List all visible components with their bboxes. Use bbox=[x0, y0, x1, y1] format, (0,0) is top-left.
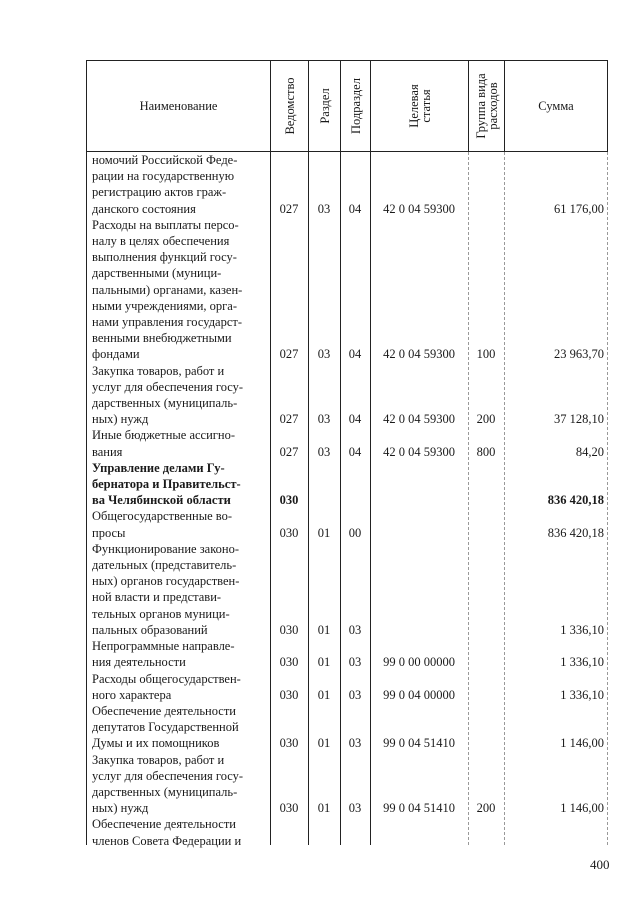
row-name-line: Закупка товаров, работ и bbox=[92, 363, 225, 378]
summa-cell: 23 963,70 bbox=[554, 347, 604, 362]
podrazdel-cell: 03 bbox=[348, 687, 362, 702]
rule-name bbox=[270, 152, 271, 845]
podrazdel-cell: 04 bbox=[348, 201, 362, 216]
row-name-line: рации на государственную bbox=[92, 169, 235, 184]
razdel-cell: 03 bbox=[317, 444, 331, 459]
razdel-cell: 01 bbox=[317, 525, 331, 540]
header-podrazdel: Подраздел bbox=[341, 61, 371, 151]
podrazdel-cell: 03 bbox=[348, 736, 362, 751]
table-header bbox=[86, 60, 608, 152]
row-name bbox=[86, 460, 270, 509]
row-name-line: венными внебюджетными bbox=[92, 331, 232, 346]
row-name-line: услуг для обеспечения госу- bbox=[92, 768, 244, 783]
table-row bbox=[86, 752, 608, 817]
row-name-line: дарственными (муници- bbox=[92, 266, 222, 281]
row-name-line: дательных (представитель- bbox=[92, 558, 237, 573]
vedomstvo-cell: 030 bbox=[279, 687, 299, 702]
vedomstvo-cell: 027 bbox=[279, 444, 299, 459]
summa-cell: 1 336,10 bbox=[560, 655, 604, 670]
row-name-line: Обеспечение деятельности bbox=[92, 817, 237, 832]
table-body bbox=[86, 152, 608, 849]
row-name bbox=[86, 816, 270, 848]
gruppa-cell: 100 bbox=[476, 347, 496, 362]
row-name bbox=[86, 363, 270, 428]
row-name-line: Закупка товаров, работ и bbox=[92, 752, 225, 767]
row-name-line: ния деятельности bbox=[92, 655, 186, 670]
table-row bbox=[86, 152, 608, 217]
row-name-line: ного характера bbox=[92, 687, 172, 702]
header-name: Наименование bbox=[87, 61, 271, 151]
summa-cell: 1 146,00 bbox=[560, 801, 604, 816]
table-row bbox=[86, 508, 608, 540]
razdel-cell: 01 bbox=[317, 622, 331, 637]
row-name-line: налу в целях обеспечения bbox=[92, 234, 230, 249]
header-vedomstvo: Ведомство bbox=[271, 61, 309, 151]
row-name-line: тельных органов муници- bbox=[92, 606, 230, 621]
row-name-line: ных) нужд bbox=[92, 801, 149, 816]
table-row bbox=[86, 427, 608, 459]
row-name-line: Функционирование законо- bbox=[92, 541, 240, 556]
razdel-cell: 03 bbox=[317, 412, 331, 427]
celevaya-cell: 42 0 04 59300 bbox=[383, 201, 455, 216]
row-name-line: ной власти и представи- bbox=[92, 590, 222, 605]
table-row bbox=[86, 541, 608, 638]
rule-grp bbox=[504, 152, 505, 845]
row-name bbox=[86, 638, 270, 670]
row-name-line: ва Челябинской области bbox=[92, 493, 231, 508]
celevaya-cell: 99 0 04 51410 bbox=[383, 736, 455, 751]
header-gruppa: Группа вида расходов bbox=[469, 61, 505, 151]
summa-cell: 836 420,18 bbox=[547, 493, 604, 508]
row-name-line: регистрацию актов граж- bbox=[92, 185, 227, 200]
vedomstvo-cell: 027 bbox=[279, 412, 299, 427]
row-name-line: пальными) органами, казен- bbox=[92, 282, 243, 297]
row-name bbox=[86, 671, 270, 703]
vedomstvo-cell: 030 bbox=[279, 525, 299, 540]
row-name bbox=[86, 541, 270, 638]
celevaya-cell: 42 0 04 59300 bbox=[383, 444, 455, 459]
row-name-line: данского состояния bbox=[92, 201, 196, 216]
vedomstvo-cell: 030 bbox=[279, 493, 299, 508]
razdel-cell: 03 bbox=[317, 347, 331, 362]
podrazdel-cell: 00 bbox=[348, 525, 362, 540]
table-row bbox=[86, 217, 608, 363]
header-celevaya: Целевая статья bbox=[371, 61, 469, 151]
row-name-line: ных) органов государствен- bbox=[92, 574, 240, 589]
celevaya-cell: 99 0 00 00000 bbox=[383, 655, 455, 670]
razdel-cell: 01 bbox=[317, 736, 331, 751]
celevaya-cell: 99 0 04 51410 bbox=[383, 801, 455, 816]
podrazdel-cell: 03 bbox=[348, 655, 362, 670]
razdel-cell: 01 bbox=[317, 655, 331, 670]
row-name-line: вания bbox=[92, 444, 123, 459]
vedomstvo-cell: 030 bbox=[279, 655, 299, 670]
row-name-line: нами управления государст- bbox=[92, 315, 243, 330]
row-name-line: Думы и их помощников bbox=[92, 736, 220, 751]
vedomstvo-cell: 027 bbox=[279, 201, 299, 216]
podrazdel-cell: 04 bbox=[348, 347, 362, 362]
gruppa-cell: 800 bbox=[476, 444, 496, 459]
gruppa-cell: 200 bbox=[476, 412, 496, 427]
summa-cell: 1 146,00 bbox=[560, 736, 604, 751]
row-name-line: бернатора и Правительст- bbox=[92, 477, 241, 492]
rule-ved bbox=[308, 152, 309, 845]
summa-cell: 1 336,10 bbox=[560, 687, 604, 702]
row-name-line: фондами bbox=[92, 347, 140, 362]
table-row bbox=[86, 671, 608, 703]
celevaya-cell: 42 0 04 59300 bbox=[383, 412, 455, 427]
row-name bbox=[86, 152, 270, 217]
row-name-line: просы bbox=[92, 525, 126, 540]
table-row bbox=[86, 816, 608, 848]
row-name-line: номочий Российской Феде- bbox=[92, 153, 238, 167]
rule-left bbox=[86, 152, 87, 845]
row-name bbox=[86, 752, 270, 817]
vedomstvo-cell: 030 bbox=[279, 622, 299, 637]
summa-cell: 61 176,00 bbox=[554, 201, 604, 216]
budget-table bbox=[86, 60, 608, 849]
celevaya-cell: 42 0 04 59300 bbox=[383, 347, 455, 362]
summa-cell: 1 336,10 bbox=[560, 622, 604, 637]
vedomstvo-cell: 030 bbox=[279, 736, 299, 751]
rule-raz bbox=[340, 152, 341, 845]
razdel-cell: 01 bbox=[317, 801, 331, 816]
rule-right bbox=[607, 152, 608, 845]
podrazdel-cell: 03 bbox=[348, 801, 362, 816]
row-name bbox=[86, 217, 270, 363]
table-row bbox=[86, 460, 608, 509]
row-name-line: пальных образований bbox=[92, 622, 208, 637]
summa-cell: 836 420,18 bbox=[547, 525, 604, 540]
podrazdel-cell: 04 bbox=[348, 412, 362, 427]
header-razdel: Раздел bbox=[309, 61, 341, 151]
row-name-line: Расходы общегосударствен- bbox=[92, 671, 241, 686]
row-name-line: выполнения функций госу- bbox=[92, 250, 237, 265]
row-name-line: членов Совета Федерации и bbox=[92, 833, 242, 848]
row-name-line: Иные бюджетные ассигно- bbox=[92, 428, 236, 443]
row-name-line: дарственных (муниципаль- bbox=[92, 784, 238, 799]
celevaya-cell: 99 0 04 00000 bbox=[383, 687, 455, 702]
summa-cell: 37 128,10 bbox=[554, 412, 604, 427]
vedomstvo-cell: 030 bbox=[279, 801, 299, 816]
rule-pod bbox=[370, 152, 371, 845]
row-name bbox=[86, 427, 270, 459]
table-row bbox=[86, 638, 608, 670]
page-number: 400 bbox=[590, 857, 610, 872]
podrazdel-cell: 04 bbox=[348, 444, 362, 459]
row-name-line: услуг для обеспечения госу- bbox=[92, 379, 244, 394]
rule-cel bbox=[468, 152, 469, 845]
row-name bbox=[86, 703, 270, 752]
row-name bbox=[86, 508, 270, 540]
razdel-cell: 03 bbox=[317, 201, 331, 216]
row-name-line: Общегосударственные во- bbox=[92, 509, 233, 524]
table-row bbox=[86, 703, 608, 752]
header-summa: Сумма bbox=[538, 98, 574, 113]
row-name-line: ных) нужд bbox=[92, 412, 149, 427]
table-row bbox=[86, 363, 608, 428]
razdel-cell: 01 bbox=[317, 687, 331, 702]
row-name-line: дарственных (муниципаль- bbox=[92, 396, 238, 411]
row-name-line: Расходы на выплаты персо- bbox=[92, 217, 239, 232]
row-name-line: Управление делами Гу- bbox=[92, 460, 225, 475]
row-name-line: ными учреждениями, орга- bbox=[92, 298, 238, 313]
gruppa-cell: 200 bbox=[476, 801, 496, 816]
podrazdel-cell: 03 bbox=[348, 622, 362, 637]
vedomstvo-cell: 027 bbox=[279, 347, 299, 362]
row-name-line: Обеспечение деятельности bbox=[92, 703, 237, 718]
row-name-line: Непрограммные направле- bbox=[92, 639, 235, 654]
summa-cell: 84,20 bbox=[575, 444, 604, 459]
row-name-line: депутатов Государственной bbox=[92, 720, 239, 735]
